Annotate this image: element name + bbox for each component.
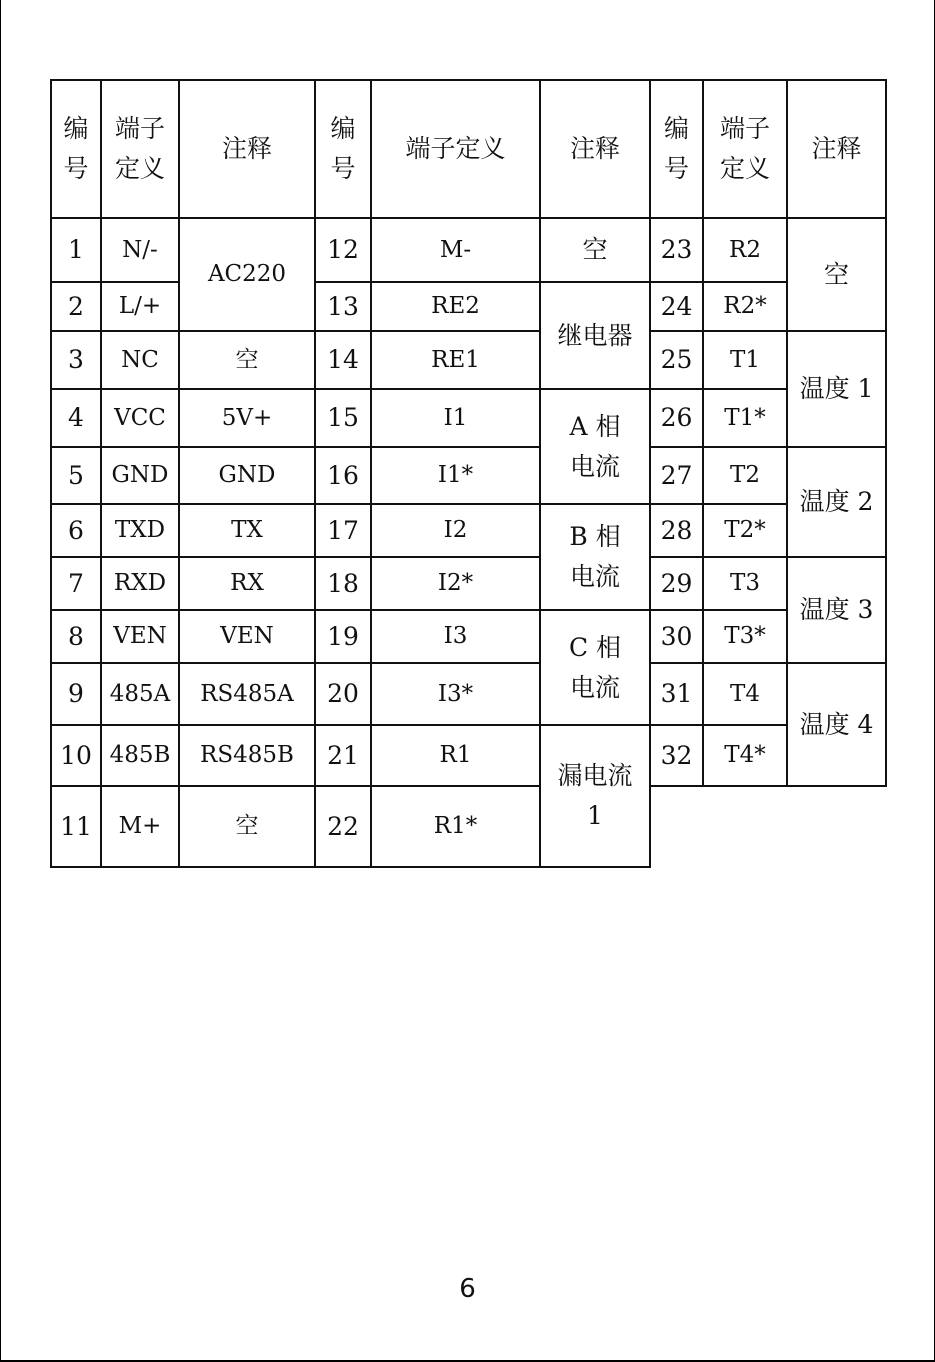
terminal-number: 9 — [50, 662, 102, 726]
terminal-definition: TXD — [100, 503, 180, 558]
terminal-note: GND — [178, 446, 316, 505]
terminal-number: 16 — [314, 446, 372, 505]
terminal-number: 19 — [314, 609, 372, 664]
terminal-definition: R1* — [370, 785, 541, 868]
terminal-definition: M+ — [100, 785, 180, 868]
page-number: 6 — [459, 1274, 476, 1304]
terminal-note: C 相 电流 — [539, 609, 651, 726]
terminal-number: 3 — [50, 330, 102, 390]
terminal-number: 6 — [50, 503, 102, 558]
header-number: 编 号 — [50, 79, 102, 219]
terminal-note: 空 — [178, 785, 316, 868]
terminal-definition: L/+ — [100, 281, 180, 332]
terminal-definition: I1 — [370, 388, 541, 448]
terminal-number: 26 — [649, 388, 704, 448]
terminal-definition: N/- — [100, 217, 180, 283]
terminal-number: 25 — [649, 330, 704, 390]
terminal-number: 21 — [314, 724, 372, 787]
terminal-definition: VCC — [100, 388, 180, 448]
terminal-number: 18 — [314, 556, 372, 611]
terminal-definition: T3* — [702, 609, 788, 664]
terminal-note: RS485A — [178, 662, 316, 726]
terminal-number: 17 — [314, 503, 372, 558]
terminal-definition: VEN — [100, 609, 180, 664]
terminal-number: 22 — [314, 785, 372, 868]
header-terminal-definition: 端子 定义 — [100, 79, 180, 219]
terminal-note: TX — [178, 503, 316, 558]
terminal-definition: RE2 — [370, 281, 541, 332]
terminal-number: 8 — [50, 609, 102, 664]
terminal-note: RS485B — [178, 724, 316, 787]
terminal-definition: T4* — [702, 724, 788, 787]
terminal-number: 14 — [314, 330, 372, 390]
terminal-definition: R2* — [702, 281, 788, 332]
terminal-number: 30 — [649, 609, 704, 664]
terminal-number: 28 — [649, 503, 704, 558]
header-number: 编 号 — [314, 79, 372, 219]
terminal-number: 24 — [649, 281, 704, 332]
terminal-number: 31 — [649, 662, 704, 726]
terminal-number: 23 — [649, 217, 704, 283]
header-terminal-definition: 端子 定义 — [702, 79, 788, 219]
terminal-definition: T1 — [702, 330, 788, 390]
terminal-number: 32 — [649, 724, 704, 787]
terminal-note: 温度 2 — [786, 446, 887, 558]
terminal-number: 27 — [649, 446, 704, 505]
terminal-number: 4 — [50, 388, 102, 448]
terminal-number: 11 — [50, 785, 102, 868]
terminal-definition: 485B — [100, 724, 180, 787]
terminal-definition: RXD — [100, 556, 180, 611]
terminal-number: 7 — [50, 556, 102, 611]
terminal-definition: NC — [100, 330, 180, 390]
terminal-note: 温度 4 — [786, 662, 887, 787]
terminal-number: 10 — [50, 724, 102, 787]
terminal-definition: GND — [100, 446, 180, 505]
terminal-note: B 相 电流 — [539, 503, 651, 611]
terminal-number: 20 — [314, 662, 372, 726]
header-note: 注释 — [539, 79, 651, 219]
terminal-definition: M- — [370, 217, 541, 283]
header-note: 注释 — [786, 79, 887, 219]
header-number: 编 号 — [649, 79, 704, 219]
terminal-definition: I1* — [370, 446, 541, 505]
terminal-definition: T2 — [702, 446, 788, 505]
terminal-number: 13 — [314, 281, 372, 332]
terminal-note: 空 — [178, 330, 316, 390]
terminal-note: 继电器 — [539, 281, 651, 390]
terminal-note: 空 — [539, 217, 651, 283]
terminal-number: 12 — [314, 217, 372, 283]
terminal-note: 漏电流 1 — [539, 724, 651, 868]
terminal-definition: T1* — [702, 388, 788, 448]
terminal-note: RX — [178, 556, 316, 611]
terminal-definition: R1 — [370, 724, 541, 787]
terminal-definition: R2 — [702, 217, 788, 283]
terminal-definition: I2 — [370, 503, 541, 558]
terminal-number: 1 — [50, 217, 102, 283]
terminal-note: 5V+ — [178, 388, 316, 448]
terminal-note: 温度 3 — [786, 556, 887, 664]
terminal-note: 温度 1 — [786, 330, 887, 448]
terminal-number: 2 — [50, 281, 102, 332]
terminal-definition: T3 — [702, 556, 788, 611]
terminal-definition: I3 — [370, 609, 541, 664]
terminal-number: 15 — [314, 388, 372, 448]
terminal-number: 5 — [50, 446, 102, 505]
terminal-definition: 485A — [100, 662, 180, 726]
terminal-note: VEN — [178, 609, 316, 664]
header-terminal-definition: 端子定义 — [370, 79, 541, 219]
terminal-definition: T4 — [702, 662, 788, 726]
terminal-note: A 相 电流 — [539, 388, 651, 505]
terminal-definition: T2* — [702, 503, 788, 558]
terminal-definition: I2* — [370, 556, 541, 611]
header-note: 注释 — [178, 79, 316, 219]
terminal-note: 空 — [786, 217, 887, 332]
terminal-definition: I3* — [370, 662, 541, 726]
terminal-definition: RE1 — [370, 330, 541, 390]
terminal-note: AC220 — [178, 217, 316, 332]
terminal-number: 29 — [649, 556, 704, 611]
